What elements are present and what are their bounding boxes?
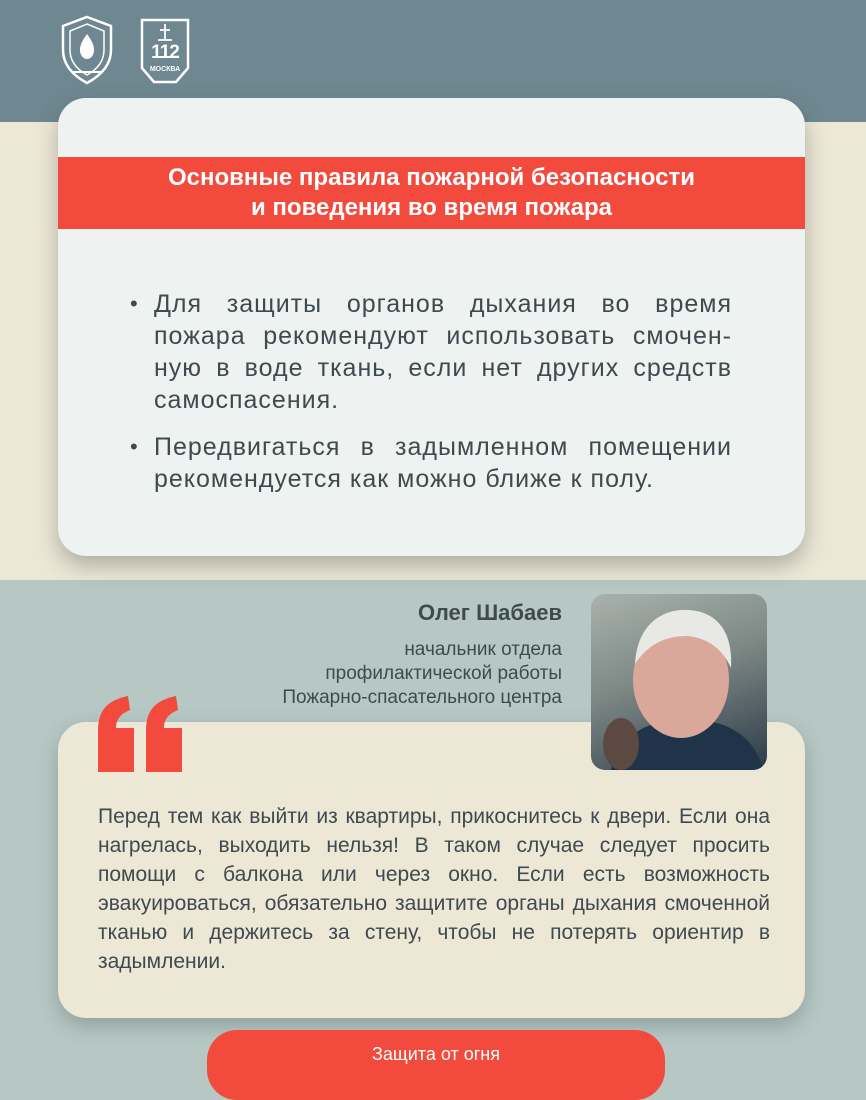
quote-mark-icon: [96, 696, 186, 772]
footer-topic-badge: [207, 1030, 665, 1100]
expert-name: Олег Шабаев: [418, 600, 562, 625]
rules-title: [58, 157, 805, 229]
rule-item: [130, 288, 732, 416]
expert-role: [200, 638, 562, 710]
expert-role-line3: Пожарно-спасательного центра: [282, 687, 562, 708]
quote-text: Перед тем как выйти из квартиры, прикоснитесь к двери. Если она нагрелась, выходить нельзя! В таком случае следует просить помощи с балкона или через окно. Если есть возможность эвакуироваться, обязательно защитите органы дыхания смоченной тканью и держитесь за стену, чтобы не потерять ориентир в задымлении.: [98, 805, 770, 973]
rule-text: Для защиты органов дыхания во время пожара рекомендуют использовать смочен-ную в воде ткань, если нет других средств самоспасения.: [154, 290, 732, 414]
expert-photo: [591, 594, 767, 770]
expert-role-line1: начальник отдела: [404, 639, 562, 660]
rule-text: Передвигаться в задымленном помещении рекомендуется как можно ближе к полу.: [154, 433, 732, 493]
footer-label: Защита от огня: [372, 1044, 500, 1064]
rules-title-line2: и поведения во время пожара: [250, 194, 612, 221]
bullet-icon: •: [130, 434, 139, 459]
rules-title-line1: Основные правила пожарной безопасности: [168, 164, 695, 191]
rule-item: [130, 431, 732, 495]
fire-emblem-icon: [58, 14, 116, 86]
rules-card: [58, 98, 805, 556]
logo-112-city: МОСКВА: [149, 66, 181, 73]
bullet-icon: •: [130, 291, 139, 316]
rules-list: [130, 288, 732, 510]
expert-role-line2: профилактической работы: [325, 663, 562, 684]
logo-112-number: 112: [151, 42, 179, 63]
emergency-112-moscow-logo: [136, 14, 194, 86]
